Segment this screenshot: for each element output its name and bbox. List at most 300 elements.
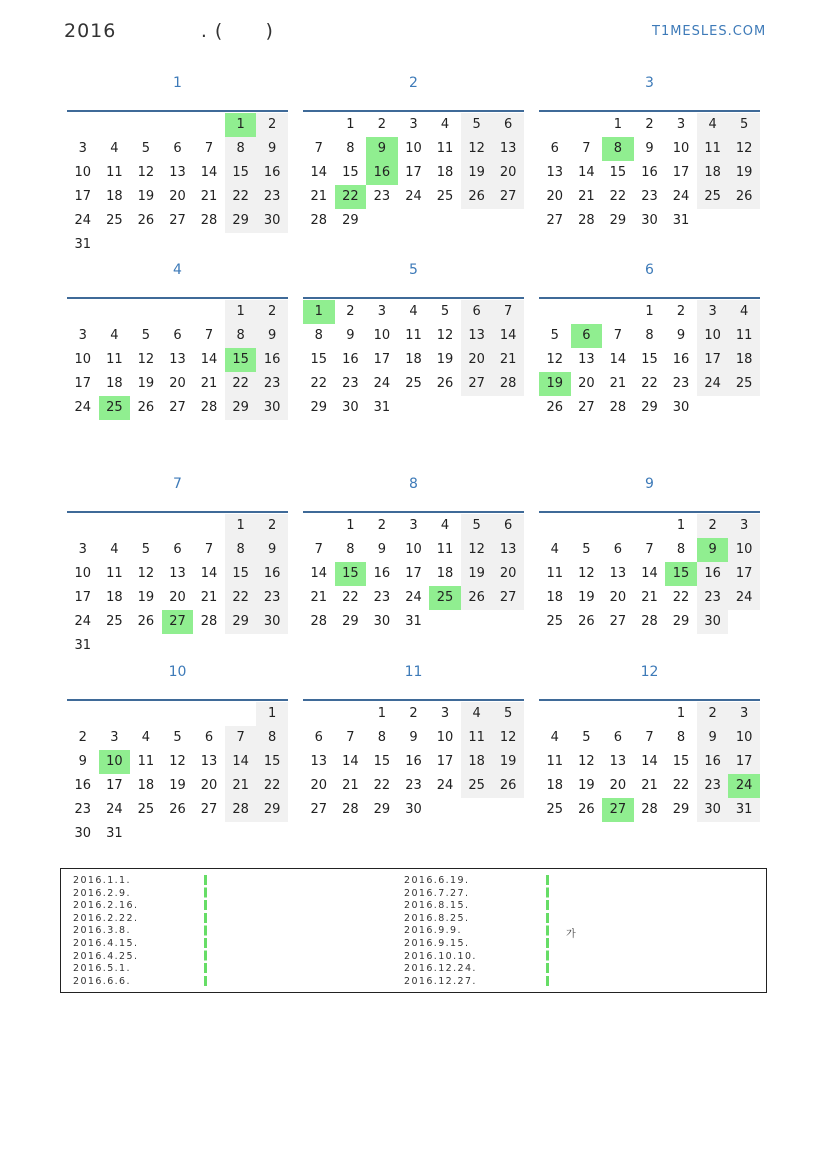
day-cell: 20	[609, 778, 627, 793]
day-cell: 25	[405, 376, 422, 391]
day-cell: 26	[137, 614, 155, 629]
day-cell: 18	[106, 376, 123, 391]
legend-date: 2016.2.22.	[73, 912, 139, 924]
day-cell: 4	[550, 542, 559, 557]
empty-cell	[429, 798, 461, 822]
month-title: 2	[409, 75, 418, 91]
legend-marker-right	[546, 875, 549, 987]
day-cell: 16	[366, 161, 398, 185]
day-cell: 12	[461, 538, 493, 562]
week-row	[67, 348, 288, 372]
day-cell: 23	[641, 189, 658, 204]
week-row	[303, 774, 524, 798]
day-cell: 22	[225, 185, 257, 209]
empty-cell	[602, 300, 634, 324]
empty-cell	[130, 634, 162, 658]
day-cell: 12	[461, 137, 493, 161]
day-cell: 23	[256, 185, 288, 209]
day-cell: 12	[169, 754, 186, 769]
day-cell: 3	[78, 141, 87, 156]
day-cell: 9	[697, 726, 729, 750]
day-cell: 12	[137, 566, 155, 581]
legend-date: 2016.10.10.	[404, 950, 477, 962]
day-cell: 10	[99, 750, 131, 774]
empty-cell	[492, 798, 524, 822]
empty-cell	[602, 514, 634, 538]
day-cell: 29	[672, 614, 690, 629]
day-cell: 1	[377, 706, 387, 721]
day-cell: 18	[436, 566, 454, 581]
holiday-legend	[60, 868, 767, 993]
day-cell: 1	[303, 300, 335, 324]
day-cell: 28	[310, 213, 328, 228]
day-cell: 21	[200, 590, 218, 605]
week-row	[539, 538, 760, 562]
day-cell: 1	[225, 300, 257, 324]
day-cell: 28	[342, 802, 359, 817]
day-cell: 30	[697, 610, 729, 634]
day-cell: 6	[492, 113, 524, 137]
legend-date: 2016.3.8.	[73, 925, 131, 937]
day-cell: 28	[200, 213, 218, 228]
day-cell: 26	[578, 802, 595, 817]
empty-cell	[539, 113, 571, 137]
week-row	[539, 514, 760, 538]
day-cell: 11	[436, 542, 454, 557]
day-cell: 2	[697, 514, 729, 538]
day-cell: 17	[74, 590, 92, 605]
month-title: 4	[173, 262, 182, 278]
day-cell: 16	[256, 161, 288, 185]
day-cell: 31	[74, 237, 92, 252]
day-cell: 18	[106, 189, 123, 204]
day-cell: 15	[665, 562, 697, 586]
day-cell: 6	[173, 141, 182, 156]
day-cell: 5	[728, 113, 760, 137]
day-cell: 5	[550, 328, 559, 343]
day-cell: 1	[256, 702, 288, 726]
day-cell: 27	[602, 798, 634, 822]
day-grid	[303, 113, 524, 233]
day-cell: 11	[106, 352, 123, 367]
legend-dates-left	[73, 875, 138, 988]
month-header-rule	[539, 511, 760, 513]
day-cell: 12	[728, 137, 760, 161]
week-row	[67, 324, 288, 348]
empty-cell	[728, 610, 760, 634]
day-cell: 16	[373, 566, 391, 581]
day-cell: 6	[173, 328, 182, 343]
day-cell: 27	[492, 586, 524, 610]
day-cell: 16	[641, 165, 658, 180]
day-cell: 27	[546, 213, 564, 228]
day-cell: 3	[697, 300, 729, 324]
week-row	[303, 750, 524, 774]
day-cell: 7	[204, 328, 214, 343]
day-cell: 23	[373, 590, 391, 605]
day-cell: 8	[377, 730, 387, 745]
day-cell: 15	[256, 750, 288, 774]
day-cell: 12	[578, 754, 595, 769]
day-cell: 22	[335, 185, 367, 209]
empty-cell	[162, 113, 194, 137]
week-row	[67, 300, 288, 324]
day-cell: 30	[256, 209, 288, 233]
day-cell: 19	[578, 590, 595, 605]
day-cell: 31	[728, 798, 760, 822]
day-cell: 19	[539, 372, 571, 396]
day-cell: 24	[373, 376, 391, 391]
day-cell: 13	[492, 137, 524, 161]
day-cell: 18	[697, 161, 729, 185]
day-cell: 17	[373, 352, 391, 367]
day-cell: 6	[461, 300, 493, 324]
day-cell: 8	[346, 141, 355, 156]
site-brand[interactable]: T1MESLES.COM	[652, 24, 767, 39]
day-cell: 28	[200, 614, 218, 629]
day-cell: 18	[405, 352, 422, 367]
day-cell: 12	[578, 566, 595, 581]
day-cell: 5	[492, 702, 524, 726]
day-cell: 5	[141, 141, 151, 156]
month-header-rule	[539, 110, 760, 112]
day-cell: 21	[492, 348, 524, 372]
day-cell: 14	[225, 750, 257, 774]
day-cell: 10	[405, 141, 422, 156]
day-cell: 7	[613, 328, 623, 343]
day-cell: 30	[373, 614, 391, 629]
empty-cell	[728, 209, 760, 233]
empty-cell	[429, 209, 461, 233]
legend-date: 2016.4.15.	[73, 937, 139, 949]
day-cell: 19	[578, 778, 595, 793]
day-cell: 27	[578, 400, 595, 415]
day-cell: 30	[342, 400, 359, 415]
empty-cell	[67, 113, 99, 137]
day-cell: 7	[204, 141, 214, 156]
day-cell: 21	[578, 189, 595, 204]
legend-date: 2016.8.15.	[404, 900, 470, 912]
empty-cell	[99, 634, 131, 658]
day-cell: 4	[550, 730, 559, 745]
day-cell: 18	[728, 348, 760, 372]
day-cell: 24	[728, 586, 760, 610]
day-cell: 20	[169, 189, 186, 204]
legend-date: 2016.8.25.	[404, 912, 470, 924]
day-cell: 13	[169, 165, 186, 180]
day-cell: 28	[609, 400, 627, 415]
day-cell: 8	[676, 730, 686, 745]
day-cell: 6	[550, 141, 559, 156]
day-cell: 3	[409, 117, 418, 132]
day-cell: 20	[200, 778, 218, 793]
day-cell: 7	[204, 542, 214, 557]
week-row	[67, 372, 288, 396]
week-row	[539, 586, 760, 610]
day-cell: 29	[310, 400, 328, 415]
day-cell: 17	[697, 348, 729, 372]
day-cell: 23	[256, 372, 288, 396]
day-cell: 29	[225, 396, 257, 420]
day-cell: 29	[256, 798, 288, 822]
month-header-rule	[303, 699, 524, 701]
day-cell: 16	[672, 352, 690, 367]
day-cell: 26	[137, 213, 155, 228]
day-cell: 10	[672, 141, 690, 156]
day-cell: 7	[314, 542, 323, 557]
day-cell: 20	[169, 590, 186, 605]
day-cell: 7	[645, 730, 654, 745]
day-cell: 4	[110, 328, 119, 343]
week-row	[303, 396, 524, 420]
day-cell: 5	[141, 542, 151, 557]
empty-cell	[256, 822, 288, 846]
day-cell: 11	[461, 726, 493, 750]
day-cell: 16	[697, 750, 729, 774]
day-cell: 20	[461, 348, 493, 372]
day-cell: 22	[609, 189, 627, 204]
week-row	[539, 750, 760, 774]
day-cell: 1	[613, 117, 623, 132]
day-cell: 28	[225, 798, 257, 822]
month-title: 5	[409, 262, 418, 278]
empty-cell	[130, 514, 162, 538]
empty-cell	[256, 233, 288, 257]
day-cell: 17	[405, 165, 422, 180]
day-cell: 17	[74, 189, 92, 204]
empty-cell	[99, 113, 131, 137]
day-cell: 25	[461, 774, 493, 798]
empty-cell	[162, 702, 194, 726]
month-title: 7	[173, 476, 182, 492]
empty-cell	[225, 233, 257, 257]
day-cell: 16	[256, 562, 288, 586]
empty-cell	[130, 113, 162, 137]
day-cell: 6	[613, 730, 623, 745]
legend-date: 2016.9.15.	[404, 937, 470, 949]
legend-date: 2016.7.27.	[404, 887, 470, 899]
day-cell: 9	[409, 730, 418, 745]
day-cell: 20	[492, 161, 524, 185]
day-cell: 12	[137, 352, 155, 367]
empty-cell	[303, 514, 335, 538]
day-cell: 24	[728, 774, 760, 798]
day-cell: 17	[728, 750, 760, 774]
day-cell: 2	[409, 706, 418, 721]
day-cell: 2	[78, 730, 87, 745]
day-cell: 17	[436, 754, 454, 769]
week-row	[303, 161, 524, 185]
day-cell: 24	[405, 189, 422, 204]
day-cell: 6	[613, 542, 623, 557]
day-cell: 7	[225, 726, 257, 750]
week-row	[67, 514, 288, 538]
day-cell: 22	[225, 372, 257, 396]
day-cell: 10	[373, 328, 391, 343]
week-row	[303, 798, 524, 822]
month-title: 10	[168, 664, 187, 680]
week-row	[539, 610, 760, 634]
day-cell: 3	[377, 304, 387, 319]
day-cell: 15	[373, 754, 391, 769]
legend-date: 2016.2.9.	[73, 887, 131, 899]
week-row	[303, 185, 524, 209]
empty-cell	[571, 702, 603, 726]
day-cell: 1	[225, 514, 257, 538]
empty-cell	[539, 702, 571, 726]
day-cell: 29	[342, 614, 359, 629]
day-cell: 5	[173, 730, 182, 745]
empty-cell	[429, 396, 461, 420]
day-cell: 19	[137, 590, 155, 605]
empty-cell	[539, 300, 571, 324]
empty-cell	[398, 209, 430, 233]
day-cell: 28	[641, 614, 658, 629]
empty-cell	[67, 300, 99, 324]
week-row	[539, 113, 760, 137]
empty-cell	[130, 702, 162, 726]
day-cell: 9	[256, 324, 288, 348]
week-row	[303, 702, 524, 726]
day-cell: 9	[256, 538, 288, 562]
day-grid	[539, 113, 760, 233]
day-cell: 28	[641, 802, 658, 817]
day-cell: 8	[645, 328, 654, 343]
day-cell: 15	[641, 352, 658, 367]
legend-date: 2016.9.9.	[404, 925, 462, 937]
month-header-rule	[67, 297, 288, 299]
day-cell: 7	[314, 141, 323, 156]
day-cell: 25	[436, 189, 454, 204]
day-cell: 9	[377, 542, 387, 557]
day-cell: 19	[169, 778, 186, 793]
day-cell: 22	[225, 586, 257, 610]
empty-cell	[193, 300, 225, 324]
month-header-rule	[303, 297, 524, 299]
day-cell: 28	[200, 400, 218, 415]
day-cell: 3	[440, 706, 450, 721]
week-row	[303, 113, 524, 137]
day-cell: 30	[405, 802, 422, 817]
day-cell: 7	[582, 141, 591, 156]
empty-cell	[492, 610, 524, 634]
day-cell: 8	[346, 542, 355, 557]
week-row	[303, 209, 524, 233]
day-cell: 21	[310, 590, 328, 605]
day-cell: 2	[256, 300, 288, 324]
day-cell: 27	[492, 185, 524, 209]
empty-cell	[225, 634, 257, 658]
empty-cell	[697, 209, 729, 233]
day-cell: 6	[492, 514, 524, 538]
month-title: 11	[404, 664, 423, 680]
month-header-rule	[67, 511, 288, 513]
empty-cell	[602, 702, 634, 726]
day-cell: 19	[728, 161, 760, 185]
day-cell: 28	[578, 213, 595, 228]
day-cell: 29	[672, 802, 690, 817]
week-row	[67, 702, 288, 726]
day-cell: 4	[728, 300, 760, 324]
day-cell: 29	[225, 610, 257, 634]
day-cell: 14	[200, 566, 218, 581]
day-cell: 7	[492, 300, 524, 324]
day-cell: 10	[436, 730, 454, 745]
empty-cell	[697, 396, 729, 420]
week-row	[539, 209, 760, 233]
day-cell: 6	[571, 324, 603, 348]
day-cell: 8	[225, 538, 257, 562]
day-cell: 15	[225, 348, 257, 372]
day-grid	[67, 300, 288, 420]
day-cell: 9	[256, 137, 288, 161]
empty-cell	[162, 300, 194, 324]
week-row	[67, 562, 288, 586]
empty-cell	[461, 209, 493, 233]
empty-cell	[571, 300, 603, 324]
day-cell: 24	[74, 614, 92, 629]
week-row	[539, 396, 760, 420]
day-cell: 30	[697, 798, 729, 822]
day-cell: 16	[342, 352, 359, 367]
day-cell: 18	[436, 165, 454, 180]
day-cell: 15	[225, 562, 257, 586]
day-cell: 25	[137, 802, 155, 817]
empty-cell	[461, 798, 493, 822]
week-row	[539, 185, 760, 209]
day-cell: 30	[256, 610, 288, 634]
day-cell: 21	[609, 376, 627, 391]
day-cell: 17	[74, 376, 92, 391]
day-cell: 4	[697, 113, 729, 137]
day-cell: 16	[405, 754, 422, 769]
empty-cell	[225, 822, 257, 846]
day-cell: 31	[74, 638, 92, 653]
day-cell: 25	[429, 586, 461, 610]
day-cell: 6	[173, 542, 182, 557]
empty-cell	[99, 233, 131, 257]
day-cell: 25	[546, 802, 564, 817]
week-row	[67, 209, 288, 233]
week-row	[539, 562, 760, 586]
empty-cell	[193, 634, 225, 658]
day-cell: 25	[546, 614, 564, 629]
day-cell: 22	[256, 774, 288, 798]
day-cell: 14	[641, 566, 658, 581]
day-cell: 25	[99, 396, 131, 420]
empty-cell	[461, 610, 493, 634]
day-cell: 7	[645, 542, 654, 557]
day-cell: 2	[645, 117, 654, 132]
day-cell: 2	[676, 304, 686, 319]
week-row	[67, 610, 288, 634]
day-cell: 20	[546, 189, 564, 204]
week-row	[539, 372, 760, 396]
day-cell: 29	[225, 209, 257, 233]
day-cell: 20	[169, 376, 186, 391]
week-row	[539, 774, 760, 798]
month-title: 12	[640, 664, 659, 680]
empty-cell	[130, 822, 162, 846]
legend-date: 2016.5.1.	[73, 963, 131, 975]
empty-cell	[461, 396, 493, 420]
day-cell: 17	[405, 566, 422, 581]
day-cell: 22	[672, 778, 690, 793]
day-cell: 26	[578, 614, 595, 629]
day-cell: 29	[342, 213, 359, 228]
day-cell: 4	[409, 304, 418, 319]
day-cell: 26	[492, 774, 524, 798]
